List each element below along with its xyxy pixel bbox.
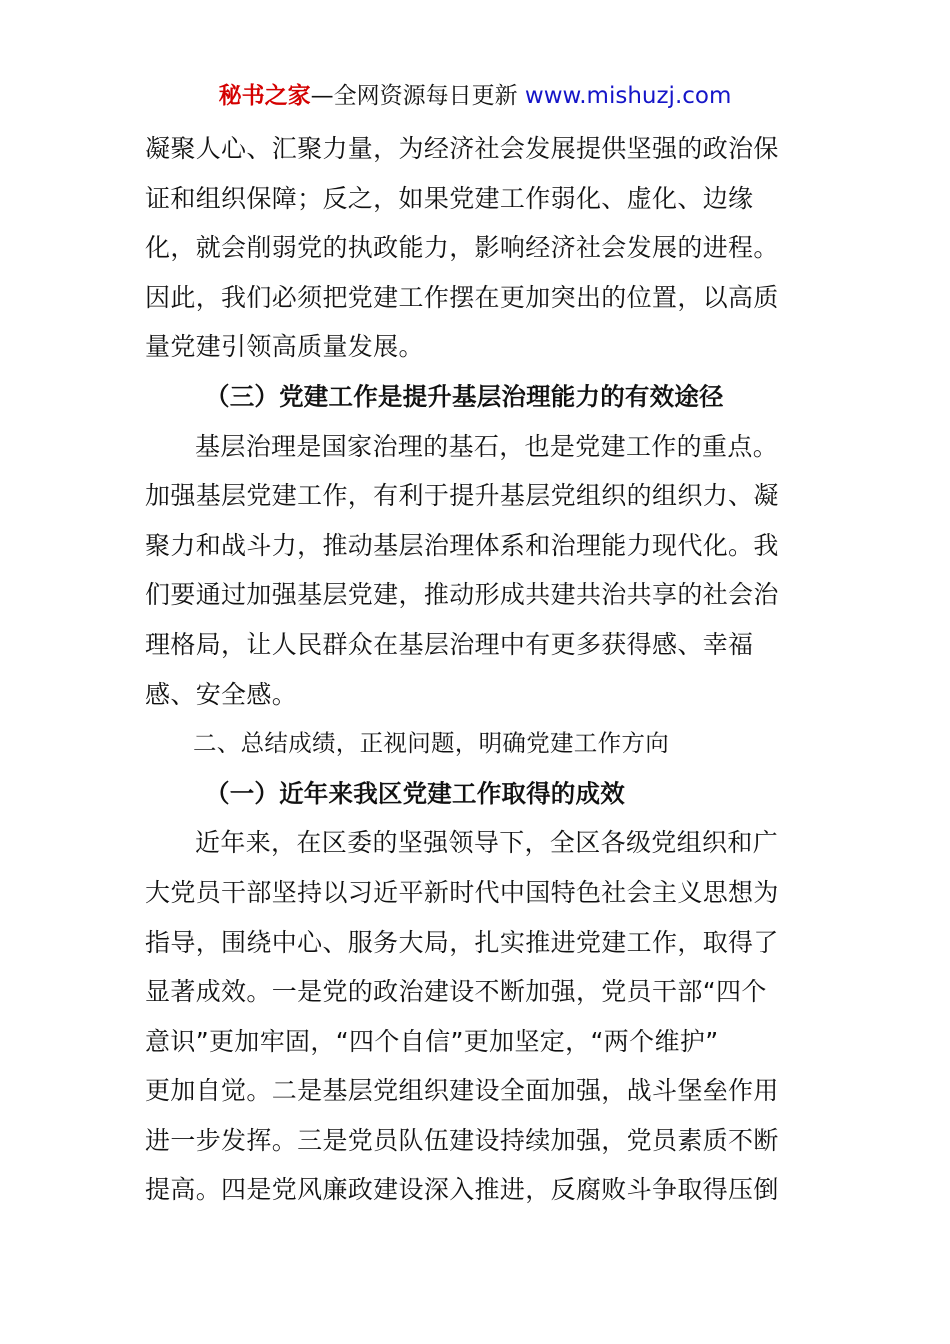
body-line: 感、安全感。 (145, 679, 298, 709)
body-line: 进一步发挥。三是党员队伍建设持续加强，党员素质不断 (145, 1125, 779, 1155)
body-line: 证和组织保障；反之，如果党建工作弱化、虚化、边缘 (145, 183, 754, 213)
body-line: 聚力和战斗力，推动基层治理体系和治理能力现代化。我 (145, 530, 779, 560)
body-line: 大党员干部坚持以习近平新时代中国特色社会主义思想为 (145, 877, 779, 907)
header-url[interactable]: www.mishuzj.com (524, 83, 732, 109)
header-brand: 秘书之家 (218, 83, 311, 109)
body-line: 指导，围绕中心、服务大局，扎实推进党建工作，取得了 (145, 927, 779, 957)
body-line: 意识”更加牢固，“四个自信”更加坚定，“两个维护” (145, 1026, 719, 1056)
body-line: 量党建引领高质量发展。 (145, 332, 424, 362)
body-line: 基层治理是国家治理的基石，也是党建工作的重点。 (195, 431, 779, 461)
body-line: 更加自觉。二是基层党组织建设全面加强，战斗堡垒作用 (145, 1076, 779, 1106)
body-line: 们要通过加强基层党建，推动形成共建共治共享的社会治 (145, 580, 779, 610)
section-heading: （一）近年来我区党建工作取得的成效 (205, 778, 625, 808)
header-slogan: —全网资源每日更新 (310, 83, 518, 109)
body-line: 理格局，让人民群众在基层治理中有更多获得感、幸福 (145, 629, 754, 659)
section-heading: （三）党建工作是提升基层治理能力的有效途径 (205, 381, 724, 411)
page-header (0, 80, 950, 112)
body-line: 显著成效。一是党的政治建设不断加强，党员干部“四个 (145, 977, 767, 1007)
document-body (145, 124, 807, 1215)
body-line: 凝聚人心、汇聚力量，为经济社会发展提供坚强的政治保 (145, 134, 779, 163)
body-line: 提高。四是党风廉政建设深入推进，反腐败斗争取得压倒 (145, 1175, 779, 1205)
body-line: 化，就会削弱党的执政能力，影响经济社会发展的进程。 (145, 233, 779, 263)
body-line: 近年来，在区委的坚强领导下，全区各级党组织和广 (195, 828, 779, 858)
chapter-heading: 二、总结成绩，正视问题，明确党建工作方向 (193, 729, 669, 758)
body-line: 因此，我们必须把党建工作摆在更加突出的位置，以高质 (145, 282, 779, 312)
body-line: 加强基层党建工作，有利于提升基层党组织的组织力、凝 (145, 481, 779, 511)
